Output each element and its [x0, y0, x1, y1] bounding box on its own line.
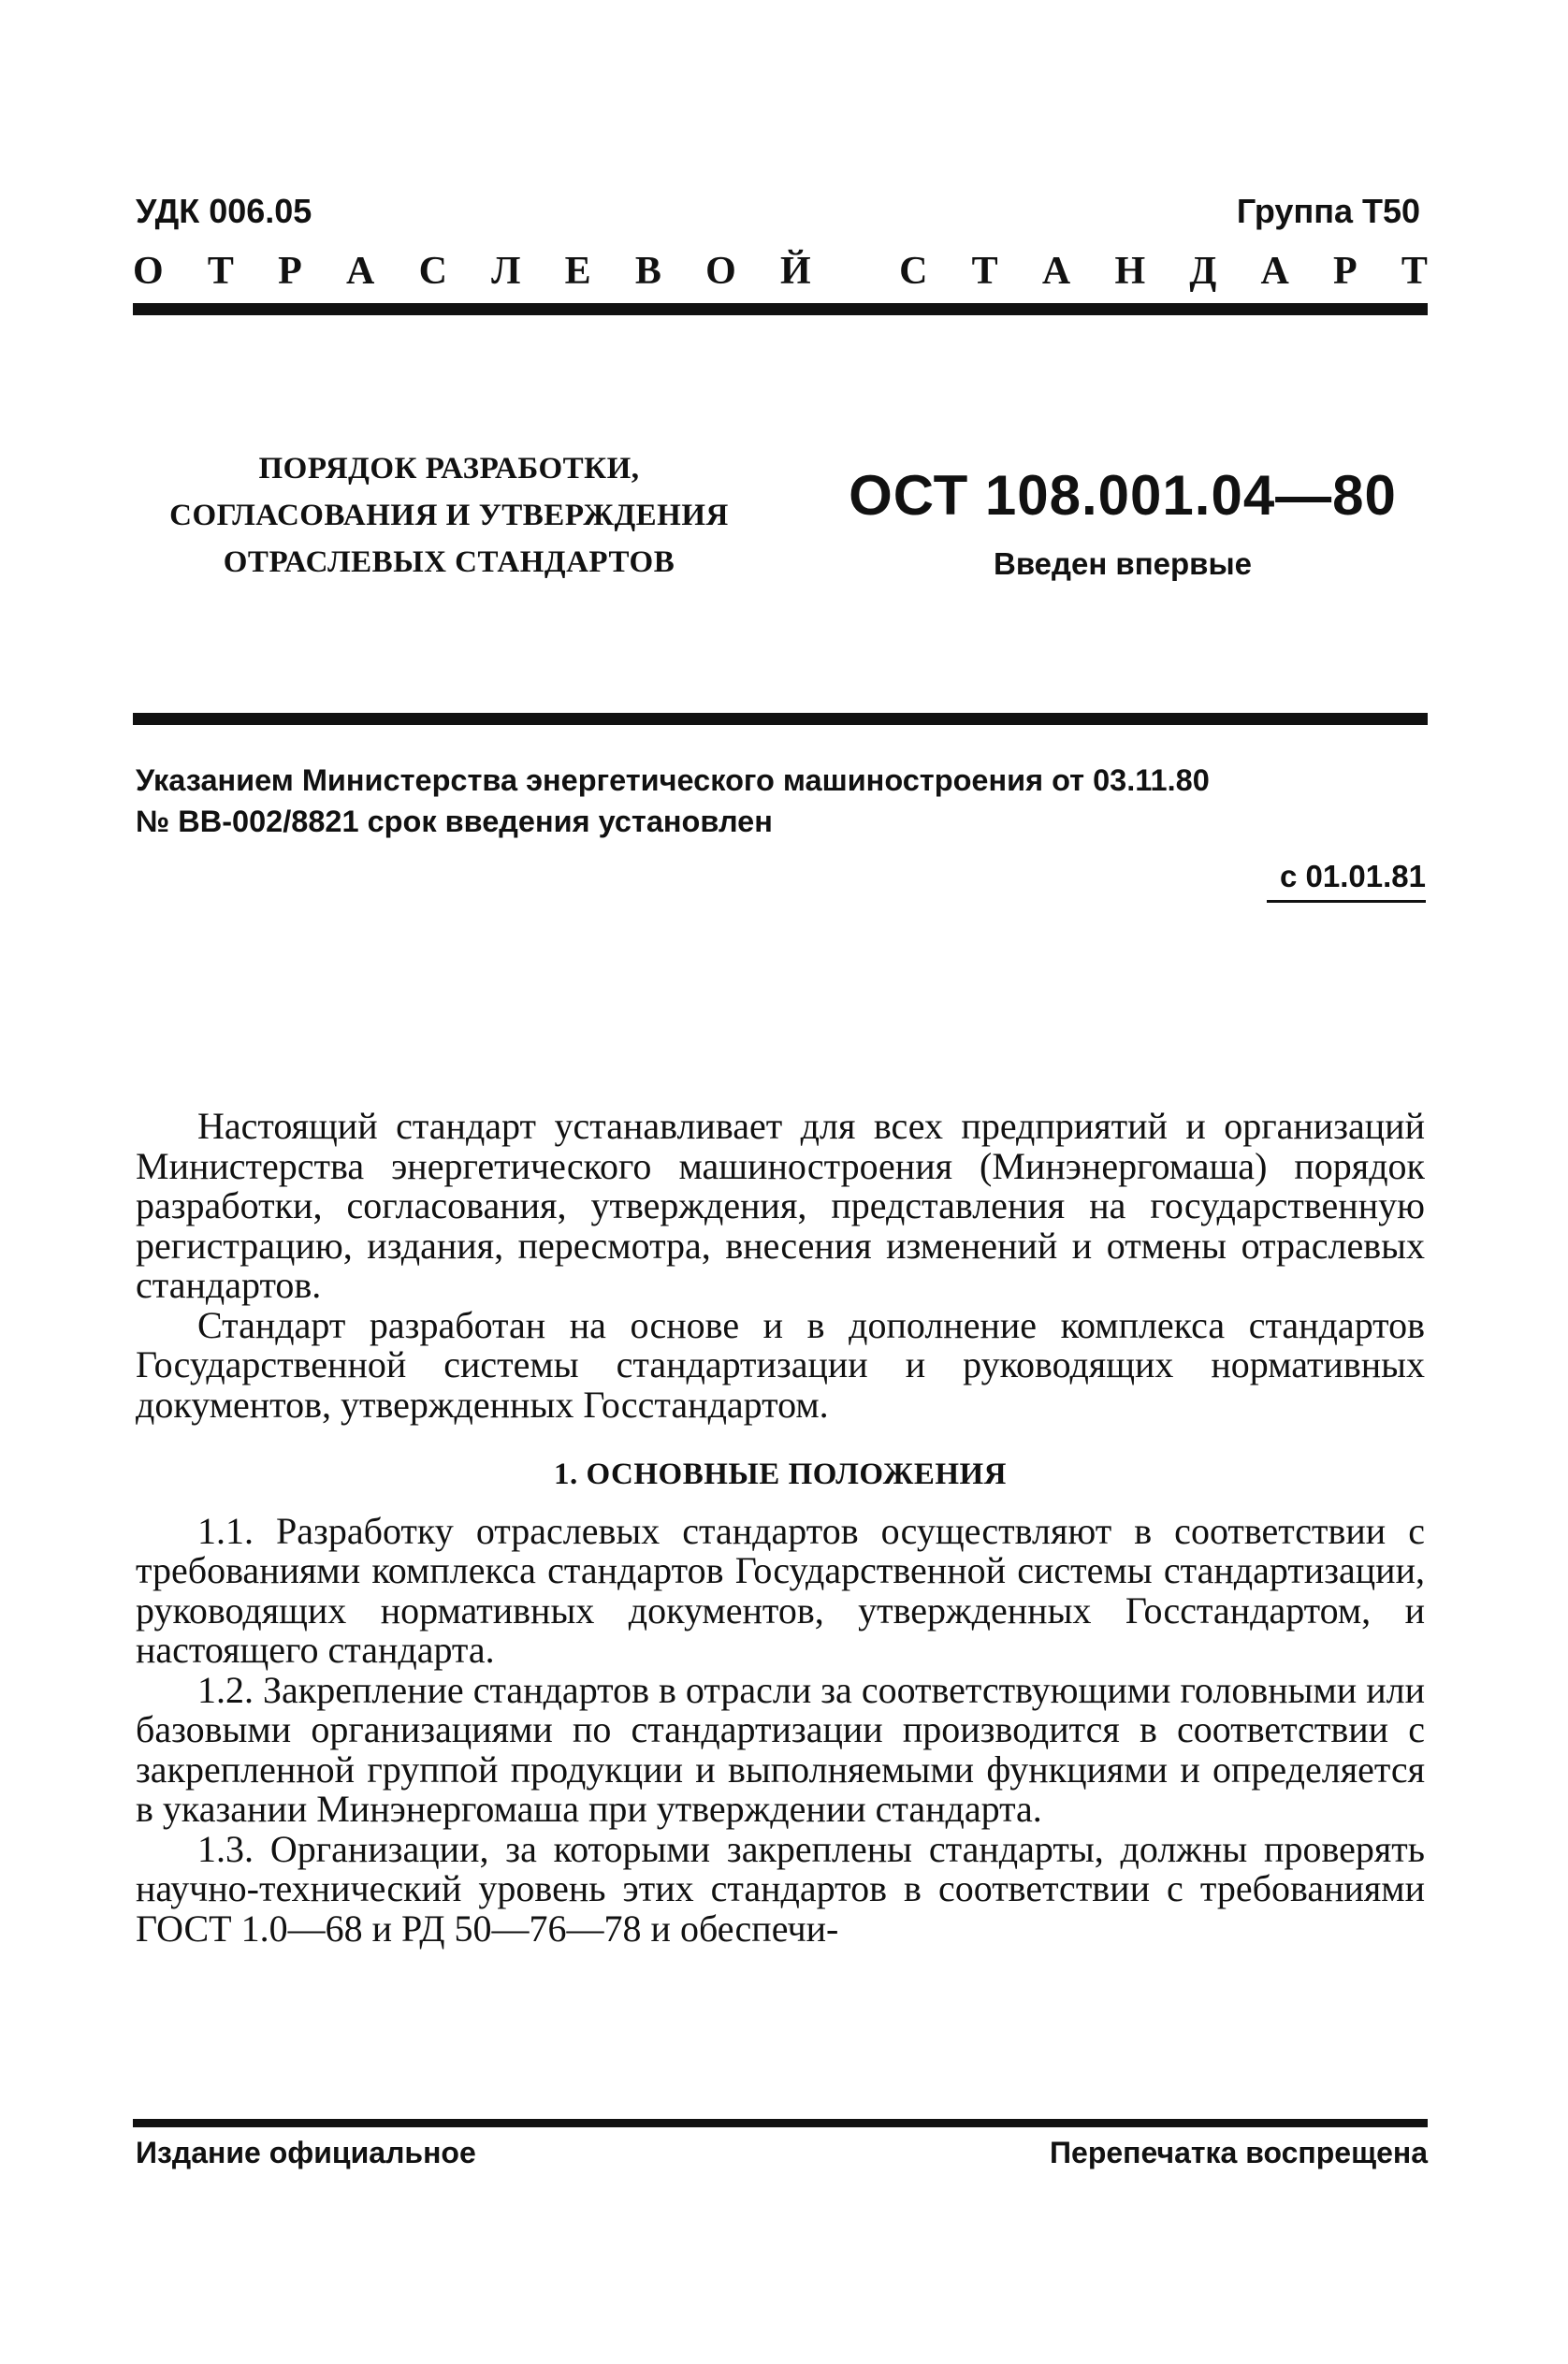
banner-letter: Т: [1401, 250, 1428, 293]
banner-letter: О: [133, 250, 164, 293]
banner-letter: Д: [1189, 250, 1217, 293]
official-edition-note: Издание официальное: [136, 2136, 476, 2169]
banner-letter: Й: [780, 250, 811, 293]
effective-date: с 01.01.81: [1267, 859, 1426, 903]
banner-letter: Т: [971, 250, 998, 293]
banner-letter: А: [1041, 250, 1071, 293]
directive-line: Указанием Министерства энергетического машиностроения от 03.11.80: [136, 763, 1210, 797]
banner-letter: С: [899, 250, 928, 293]
document-body: [136, 1107, 1425, 1949]
standard-title: [122, 445, 777, 586]
group-code: Группа Т50: [1236, 192, 1420, 230]
document-header: [136, 192, 1420, 239]
title-rule: [133, 713, 1428, 725]
introduction-note: Введен впервые: [994, 546, 1252, 581]
section-heading: 1. ОСНОВНЫЕ ПОЛОЖЕНИЯ: [553, 1458, 1008, 1491]
banner-letter: Р: [1333, 250, 1357, 293]
banner-letter: Е: [564, 250, 591, 293]
industry-standard-banner: [133, 245, 1428, 297]
banner-letter: А: [346, 250, 375, 293]
ministry-directive: [136, 760, 1428, 842]
banner-letter: Р: [278, 250, 302, 293]
clause-1-3: 1.3. Организации, за которыми закреплены стандарты, должны проверять научно-технический уровень этих стандартов в соответствии с требованиями ГОСТ 1.0—68 и РД 50—76—78 и обеспечи-: [136, 1827, 1425, 1950]
clause-1-2: 1.2. Закрепление стандартов в отрасли за соответствующими головными или базовыми организациями по стандартизации производится в соответствии с закрепленной группой продукции и выполняемыми функциями и определяется в указании Минэнергомаша при утверждении стандарта.: [136, 1668, 1425, 1830]
directive-line: № ВВ-002/8821 срок введения установлен: [136, 805, 773, 838]
banner-letter: А: [1260, 250, 1289, 293]
banner-letter: С: [418, 250, 447, 293]
udc-code: УДК 006.05: [136, 192, 312, 230]
banner-letter: Л: [491, 250, 521, 293]
footer-rule: [133, 2119, 1428, 2127]
body-paragraph: Стандарт разработан на основе и в дополнение комплекса стандартов Государственной системы стандартизации и руководящих нормативных документов, утвержденных Госстандартом.: [136, 1303, 1425, 1426]
banner-letter: Н: [1114, 250, 1146, 293]
reprint-prohibited-note: Перепечатка воспрещена: [1050, 2136, 1428, 2169]
header-rule: [133, 303, 1428, 315]
title-line: ПОРЯДОК РАЗРАБОТКИ,: [258, 452, 640, 486]
body-paragraph: Настоящий стандарт устанавливает для всех предприятий и организаций Министерства энергетического машиностроения (Минэнергомаша) порядок разработки, согласования, утверждения, представления на государственную регистрацию, издания, пересмотра, внесения изменений и отмены отраслевых стандартов.: [136, 1105, 1425, 1306]
standard-number: ОСТ 108.001.04—80: [849, 464, 1397, 527]
title-line: ОТРАСЛЕВЫХ СТАНДАРТОВ: [223, 545, 675, 579]
document-footer: [136, 2136, 1428, 2170]
banner-letter: В: [634, 250, 661, 293]
banner-letter: О: [705, 250, 736, 293]
clause-1-1: 1.1. Разработку отраслевых стандартов осуществляют в соответствии с требованиями комплекса стандартов Государственной системы стандартизации, руководящих нормативных документов, утвержденных Госстандартом, и настоящего стандарта.: [136, 1509, 1425, 1671]
title-line: СОГЛАСОВАНИЯ И УТВЕРЖДЕНИЯ: [169, 499, 729, 532]
banner-letter: Т: [207, 250, 234, 293]
